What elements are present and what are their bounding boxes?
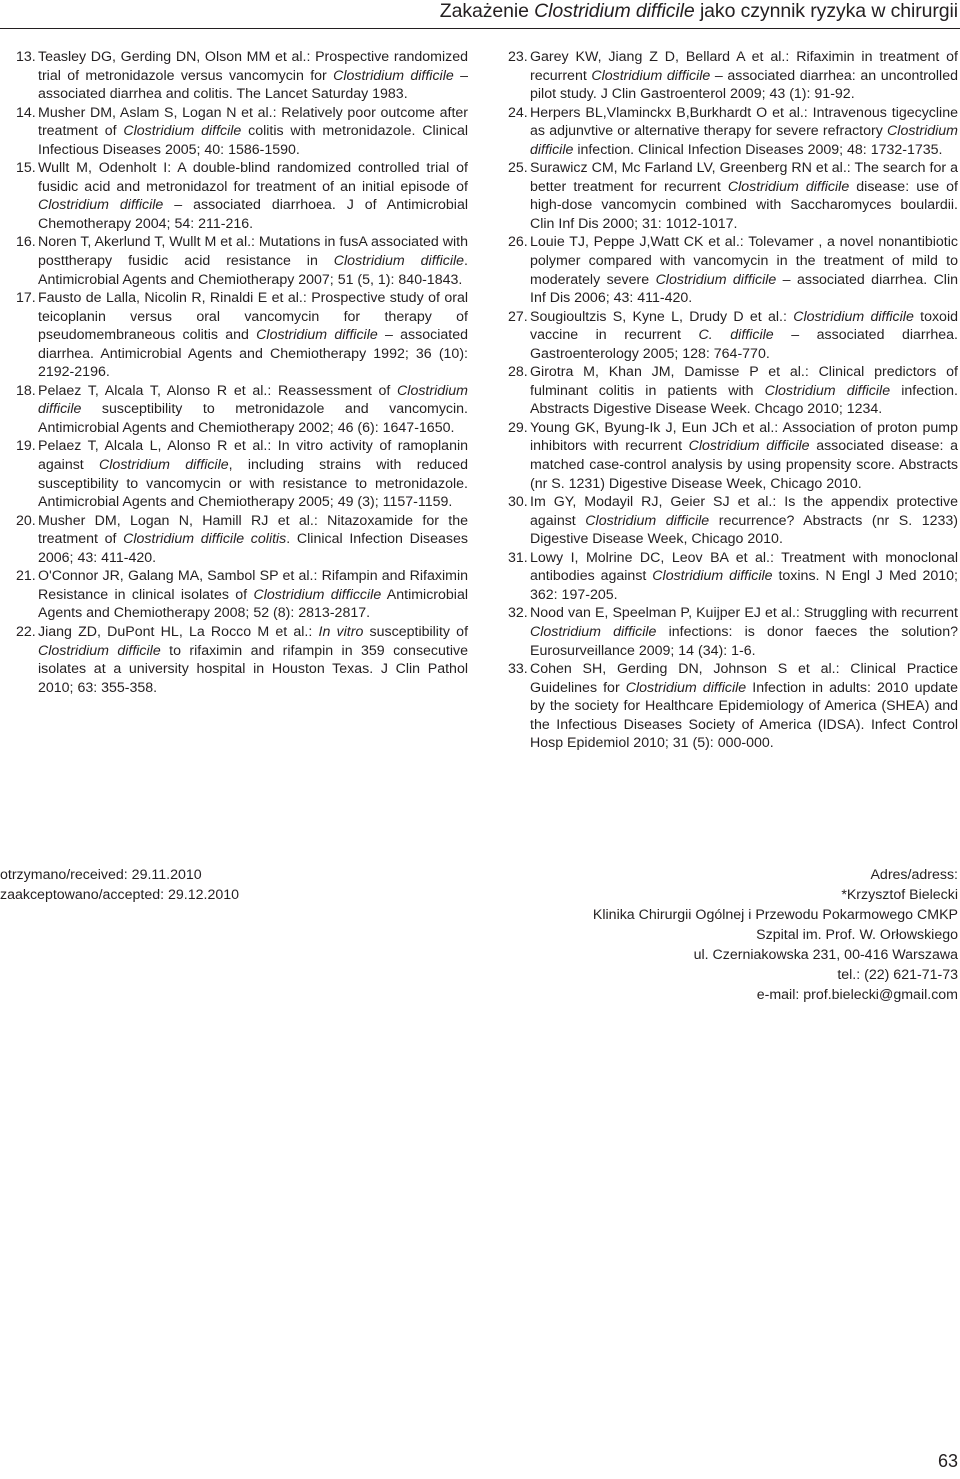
reference-item [16,233,468,289]
reference-text: recurrence? Abstracts (nr S. 1233) Digestive Disease Week, Chicago 2010. [530,512,958,548]
reference-item [16,437,468,511]
reference-item [508,233,958,307]
reference-item [16,623,468,697]
reference-italic-text: Clostridium difficile [530,623,657,640]
reference-italic-text: Clostridium difficile [38,382,468,418]
reference-item [508,419,958,493]
reference-number: 19. [16,438,36,455]
reference-item [16,104,468,160]
reference-text: disease: use of high-dose vancomycin combined with Saccharomyces boulardii. Clin Inf Dis 2000; 31: 1012-1017. [530,178,958,232]
reference-text: Nood van E, Speelman P, Kuijper EJ et al.: Struggling with recurrent [530,605,958,622]
reference-italic-text: Clostridium difficile [688,438,810,455]
phone-number: tel.: (22) 621-71-73 [837,967,958,983]
reference-number: 25. [508,160,528,177]
reference-item [508,308,958,364]
reference-text: toxoid vaccine in recurrent [530,308,958,344]
reference-number: 32. [508,605,528,622]
reference-number: 15. [16,160,36,177]
reference-text: , including strains with reduced susceptibility to vancomycin or with resistance to metronidazole. Antimicrobial Agents and Chemiotherapy 2005; 49 (3); 1157-1159. [38,457,468,511]
reference-item [16,382,468,438]
reference-italic-text: Clostridium difficile [333,67,454,84]
reference-item [508,604,958,660]
reference-item [16,159,468,233]
reference-text: – associated diarrhoea. J of Antimicrobial Chemotherapy 2004; 54: 211-216. [38,197,468,232]
reference-italic-text: Clostridium difficile [764,382,891,399]
street-address: ul. Czerniakowska 231, 00-416 Warszawa [693,947,958,963]
reference-italic-text: Clostridium difficile [333,253,465,270]
reference-text: Musher DM, Logan N, Hamill RJ et al.: Nitazoxamide for the treatment of [38,512,468,548]
running-header [440,0,958,23]
references-left-column [16,48,468,697]
reference-italic-text: Clostridium difficile colitis [123,531,287,548]
reference-item [508,159,958,233]
reference-number: 13. [16,49,36,65]
reference-number: 14. [16,104,36,121]
reference-italic-text: In vitro [318,623,364,640]
reference-item [16,567,468,623]
reference-text: . Antimicrobial Agents and Chemiotherapy 2007; 51 (5, 1): 840-1843. [38,253,468,288]
reference-text: Antimicrobial Agents and Chemiotherapy 2008; 52 (8): 2813-2817. [38,586,469,622]
reference-italic-text: Clostridium difficile [591,67,711,84]
reference-text: to rifaximin and rifampin in 359 consecutive isolates at a university hospital in Houston Texas. J Clin Pathol 2010; 63: 355-358. [38,642,468,696]
reference-italic-text: Clostridium difficile [38,197,164,214]
reference-text: Lowy I, Molrine DC, Leov BA et al.: Treatment with monoclonal antibodies against [530,549,958,585]
reference-italic-text: C. difficile [698,327,774,344]
reference-text: Jiang ZD, DuPont HL, La Rocco M et al.: [38,623,319,640]
reference-item [16,48,468,104]
reference-number: 22. [16,623,36,640]
reference-text: – associated diarrhea: an uncontrolled pilot study. J Clin Gastroenterol 2009; 43 (1): 91-92. [530,67,958,103]
reference-text: Girotra M, Khan JM, Damisse P et al.: Clinical predictors of fulminant colitis in patients with [530,364,958,399]
reference-italic-text: Clostridium difficile [793,308,914,325]
reference-italic-text: Clostridium diffcile [123,123,242,140]
reference-text: Sougioultzis S, Kyne L, Drudy D et al.: [530,308,794,325]
reference-text: Louie TJ, Peppe J,Watt CK et al.: Tolevamer , a novel nonantibiotic polymer compared with vancomycin in the treatment of mild to moderately severe [530,234,958,288]
reference-item [508,493,958,549]
reference-text: O'Connor JR, Galang MA, Sambol SP et al.: Rifampin and Rifaximin Resistance in clinical isolates of [38,568,468,603]
reference-italic-text: Clostridium difficile [652,568,773,585]
received-date: otrzymano/received: 29.11.2010 [0,867,202,883]
reference-number: 29. [508,419,528,436]
accepted-date: zaakceptowano/accepted: 29.12.2010 [0,887,240,903]
reference-number: 30. [508,494,528,511]
reference-text: Im GY, Modayil RJ, Geier SJ et al.: Is the appendix protective against [530,494,958,529]
reference-text: – associated diarrhea. Clin Inf Dis 2006; 43: 411-420. [530,271,959,307]
reference-text: Pelaez T, Alcala T, Alonso R et al.: Reassessment of [38,382,398,399]
clinic-name: Klinika Chirurgii Ogólnej i Przewodu Pokarmowego CMKP [592,907,958,923]
hospital-name: Szpital im. Prof. W. Orłowskiego [756,927,958,943]
reference-text: infections: is donor faeces the solution? Eurosurveillance 2009; 14 (34): 1-6. [530,623,958,659]
reference-text: Wullt M, Odenholt I: A double-blind randomized controlled trial of fusidic acid and metronidazol for treatment of an initial episode of [38,160,468,195]
reference-item [508,363,958,419]
reference-italic-text: Clostridium difficile [530,123,958,158]
reference-text: Infection in adults: 2010 update by the society for Healthcare Epidemiology of America (SHEA) and the Infectious Diseases Society of America (IDSA). Infect Control Hosp Epidemiol 2010; 31 (5): 000-000. [530,679,959,752]
reference-text: – associated diarrhea and colitis. The Lancet Saturday 1983. [38,67,468,103]
reference-text: susceptibility to metronidazole and vancomycin. Antimicrobial Agents and Chemiotherapy 2002; 46 (6): 1647-1650. [38,401,468,436]
reference-item [508,660,958,753]
reference-italic-text: Clostridium difficile [585,512,710,529]
header-title-post: jako czynnik ryzyka w chirurgii [694,0,958,22]
reference-italic-text: Clostridium difficile [38,642,161,659]
reference-number: 28. [508,364,528,381]
page-number: 63 [937,1451,958,1471]
reference-number: 16. [16,234,36,251]
header-rule [0,28,960,29]
reference-number: 23. [508,49,528,65]
reference-text: associated disease: a matched case-control analysis by using propensity score. Abstracts (nr S. 1231) Digestive Disease Week, Chicago 2010. [530,438,958,492]
address-block [593,865,958,1005]
reference-italic-text: Clostridium difficile [256,327,378,344]
references-right-column [508,48,958,753]
reference-text: Surawicz CM, Mc Farland LV, Greenberg RN et al.: The search for a better treatment for recurrent [530,160,958,195]
reference-item [508,48,958,104]
reference-number: 27. [508,308,528,325]
reference-text: Teasley DG, Gerding DN, Olson MM et al.: Prospective randomized trial of metronidazole versus vancomycin for [38,49,468,84]
header-title-pre: Zakażenie [439,0,535,22]
reference-text: colitis with metronidazole. Clinical Infectious Diseases 2005; 40: 1586-1590. [38,123,468,158]
reference-text: infection. Clinical Infection Diseases 2009; 48: 1732-1735. [573,141,943,158]
header-title-italic: Clostridium difficile [534,0,695,22]
reference-text: – associated diarrhea. Antimicrobial Agents and Chemiotherapy 1992; 36 (10): 2192-2196. [38,327,468,381]
reference-text: Musher DM, Aslam S, Logan N et al.: Relatively poor outcome after treatment of [38,104,468,140]
reference-number: 33. [508,661,528,678]
reference-italic-text: Clostridium difficile [727,178,850,195]
reference-number: 24. [508,104,528,121]
reference-italic-text: Clostridium difficile [625,679,747,696]
reference-text: Herpers BL,Vlaminckx B,Burkhardt O et al.: Intravenous tigecycline as adjunvtive or alternative therapy for severe refractory [530,104,958,140]
reference-text: – associated diarrhea. Gastroenterology 2005; 128: 764-770. [530,327,958,362]
reference-number: 18. [16,382,36,399]
reference-number: 26. [508,234,528,251]
reference-text: susceptibility of [363,623,469,640]
reference-italic-text: Clostridium difficile [99,457,229,474]
reference-text: . Clinical Infection Diseases 2006; 43: 411-420. [38,531,468,566]
reference-italic-text: Clostridium difficcile [253,586,382,603]
reference-number: 20. [16,512,36,529]
address-label: Adres/adress: [870,867,958,883]
reference-item [16,512,468,568]
received-block [0,865,239,905]
reference-text: Noren T, Akerlund T, Wullt M et al.: Mutations in fusA associated with posttherapy fusidic acid resistance in [38,234,468,270]
reference-text: toxins. N Engl J Med 2010; 362: 197-205. [530,568,958,603]
author-name: *Krzysztof Bielecki [841,887,958,903]
reference-item [16,289,468,382]
reference-text: Young GK, Byung-Ik J, Eun JCh et al.: Association of proton pump inhibitors with recurrent [530,419,958,455]
reference-number: 31. [508,549,528,566]
reference-text: Garey KW, Jiang Z D, Bellard A et al.: Rifaximin in treatment of recurrent [530,49,958,84]
reference-text: Cohen SH, Gerding DN, Johnson S et al.: Clinical Practice Guidelines for [530,661,958,696]
reference-item [508,104,958,160]
reference-number: 17. [16,290,36,307]
reference-number: 21. [16,568,36,585]
reference-italic-text: Clostridium difficile [655,271,777,288]
reference-text: Fausto de Lalla, Nicolin R, Rinaldi E et al.: Prospective study of oral teicoplanin versus oral vancomycin for therapy of pseudomembraneous colitis and [38,290,468,344]
reference-text: Pelaez T, Alcala L, Alonso R et al.: In vitro activity of ramoplanin against [38,438,468,474]
reference-text: infection. Abstracts Digestive Disease Week. Chcago 2010; 1234. [530,382,959,418]
email-address: e-mail: prof.bielecki@gmail.com [756,987,958,1003]
reference-item [508,549,958,605]
